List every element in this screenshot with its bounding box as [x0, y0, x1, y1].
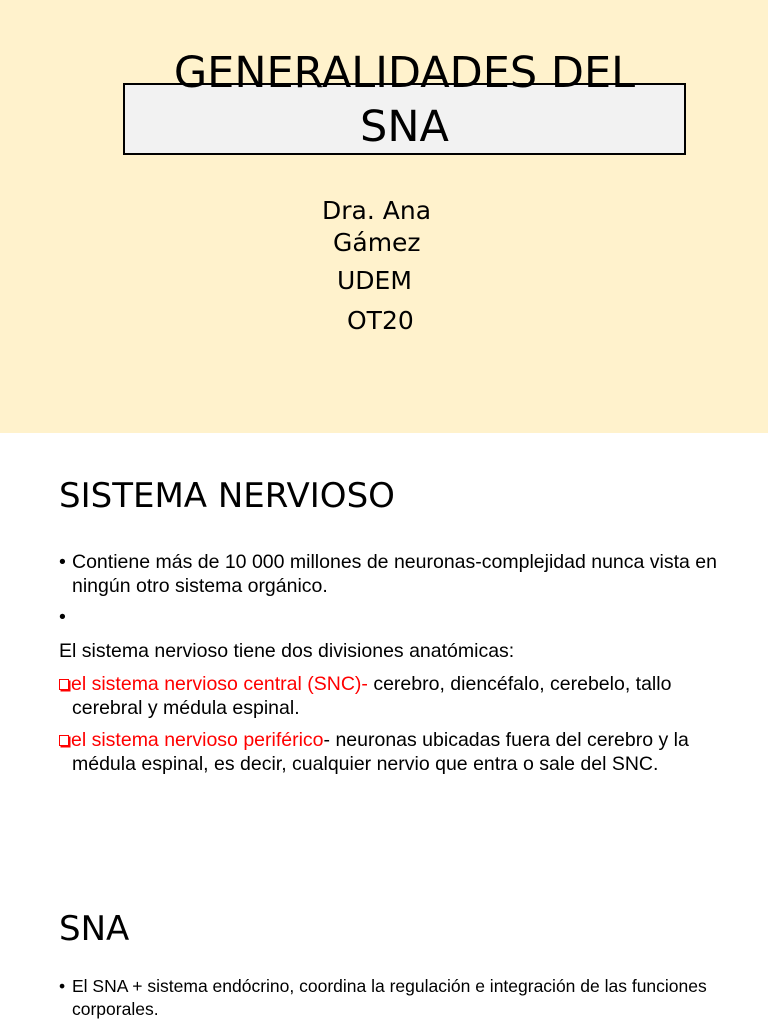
course-code: OT20: [347, 306, 414, 335]
bullet-text: Contiene más de 10 000 millones de neuronas-complejidad nunca vista en ningún otro sistema orgánico.: [72, 551, 717, 597]
organization: UDEM: [337, 266, 412, 295]
bullet-text: El SNA + sistema endócrino, coordina la regulación e integración de las funciones corporales.: [72, 976, 707, 1019]
division-description-snp: - neuronas ubicadas fuera del cerebro y la médula espinal, es decir, cualquier nervio que entra o sale del SNC.: [72, 729, 689, 775]
section-title-sna: SNA: [59, 909, 130, 949]
division-name-snp: el sistema nervioso periférico: [71, 729, 324, 751]
bullet-icon: •: [59, 976, 66, 996]
bullet-icon: •: [59, 551, 66, 573]
division-name-snc: el sistema nervioso central (SNC)-: [71, 673, 368, 695]
checkbox-square-icon: [59, 679, 69, 690]
section-title-sistema-nervioso: SISTEMA NERVIOSO: [59, 476, 395, 516]
divisions-intro: El sistema nervioso tiene dos divisiones anatómicas:: [59, 640, 515, 662]
division-description-snc: cerebro, diencéfalo, cerebelo, tallo cerebral y médula espinal.: [72, 673, 672, 719]
bullet-item: [59, 975, 719, 1021]
bullet-icon: •: [59, 606, 66, 628]
division-item-snc: [59, 672, 719, 720]
title-line-2: SNA: [360, 102, 449, 152]
title-slide: [0, 0, 768, 433]
presentation-title: [123, 46, 686, 154]
checkbox-square-icon: [59, 735, 69, 746]
author-name-line-1: Dra. Ana: [322, 196, 432, 225]
author-name-line-2: Gámez: [333, 228, 421, 257]
division-item-snp: [59, 728, 719, 776]
title-line-1: GENERALIDADES DEL: [173, 48, 636, 98]
bullet-item: [59, 550, 719, 598]
